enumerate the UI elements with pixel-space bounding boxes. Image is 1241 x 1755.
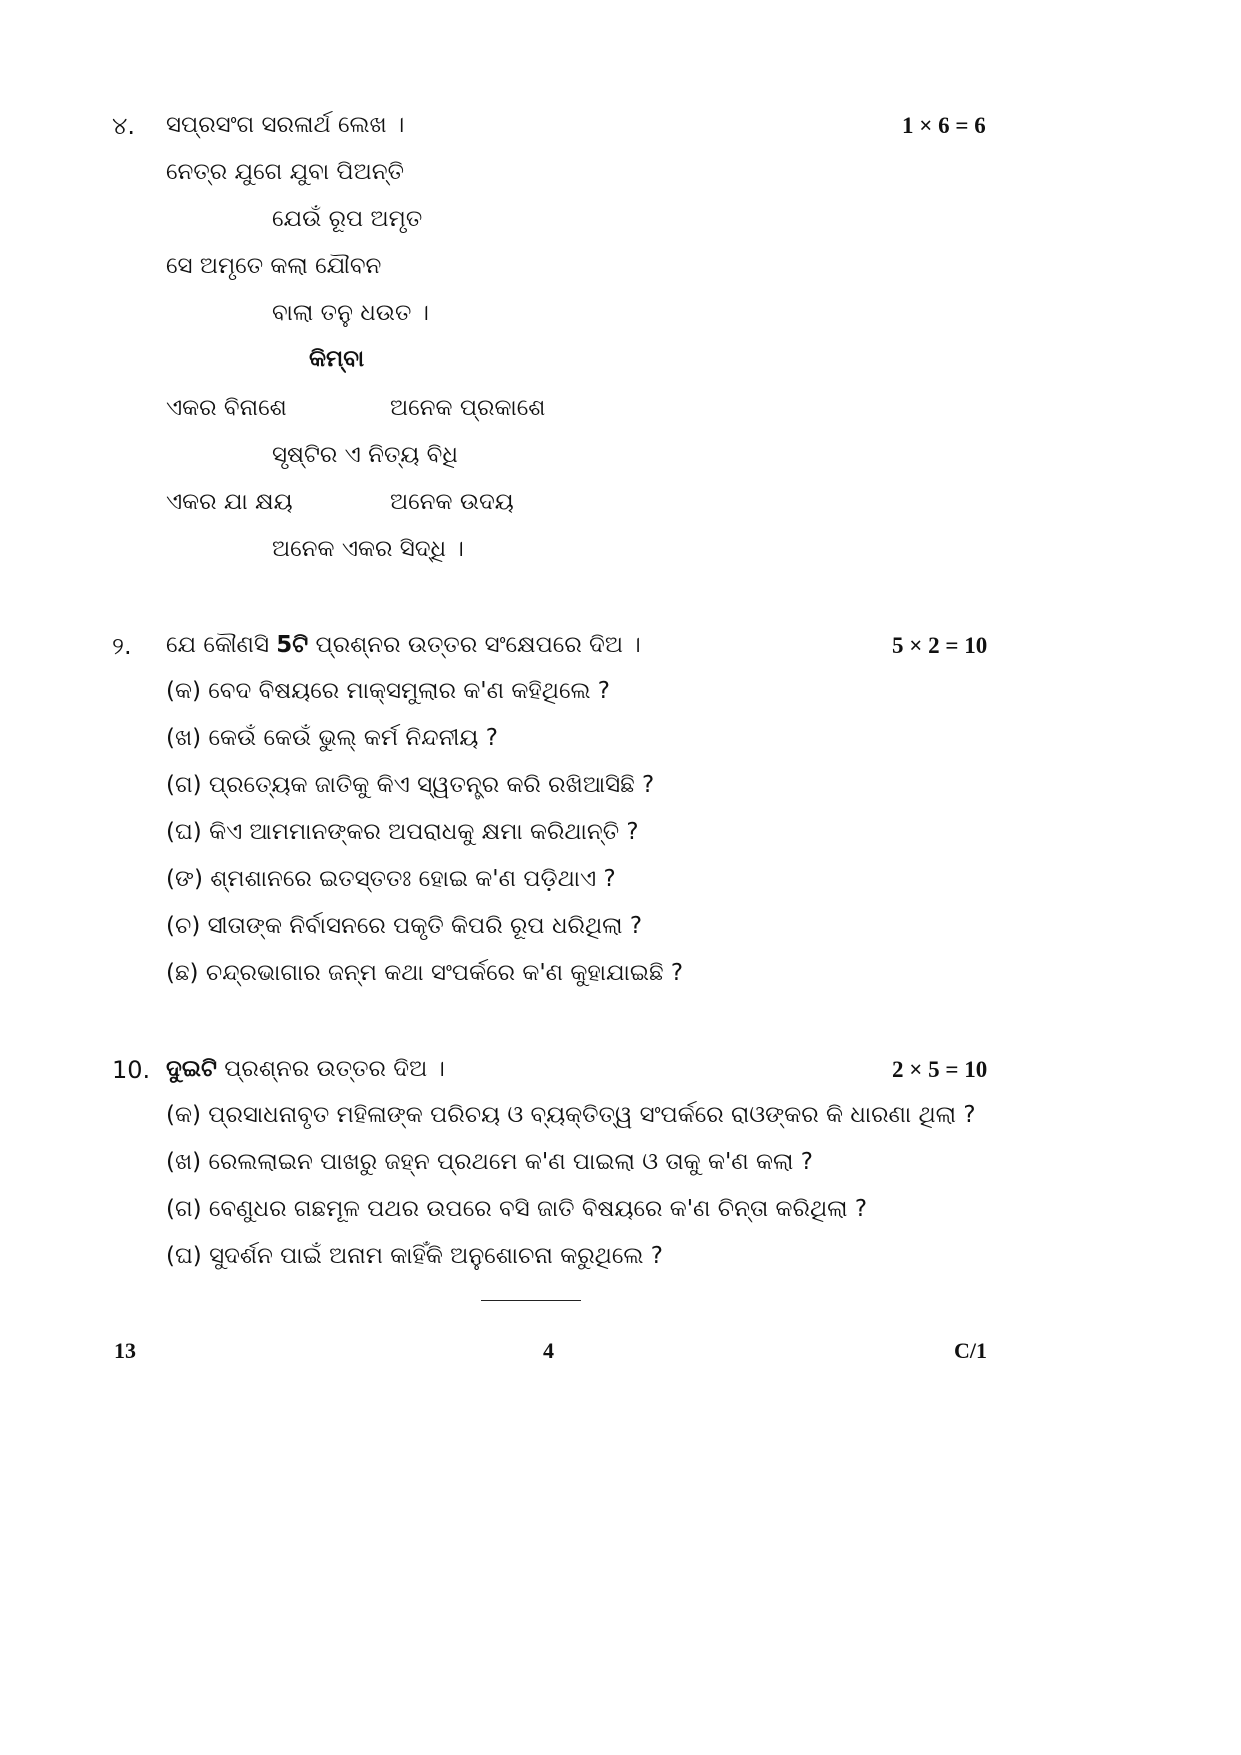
q8-poem2-line3b: ଅନେକ ଉଦୟ [390, 489, 514, 515]
q10-title-post: ପ୍ରଶ୍ନର ଉତ୍ତର ଦିଅ । [216, 1056, 445, 1082]
q9-item-kha: (ଖ) କେଉଁ କେଉଁ ଭୁଲ୍ କର୍ମ ନିନ୍ଦନୀୟ ? [166, 725, 498, 751]
q8-poem2-line1b: ଅନେକ ପ୍ରକାଶେ [390, 395, 546, 421]
q9-title [166, 632, 641, 658]
end-rule [481, 1300, 581, 1301]
q10-item-gha: (ଘ) ସୁଦର୍ଶନ ପାଇଁ ଅନାମ କାହିଁକି ଅନୁଶୋଚନା କରୁଥିଲେ ? [166, 1243, 663, 1269]
q9-title-pre: ଯେ କୌଣସି [166, 632, 277, 658]
footer-set: C/1 [954, 1338, 987, 1363]
q8-poem2-line2: ସୃଷ୍ଟିର ଏ ନିତ୍ୟ ବିଧି [272, 442, 458, 468]
q8-poem2-line1a: ଏକର ବିନାଶେ [166, 395, 287, 421]
q8-poem2-line4: ଅନେକ ଏକର ସିଦ୍ଧି । [272, 536, 464, 562]
q9-item-gha: (ଘ) କିଏ ଆମମାନଙ୍କର ଅପରାଧକୁ କ୍ଷମା କରିଥାନ୍ତି ? [166, 819, 639, 845]
q10-title-bold: ଦୁଇଟି [166, 1056, 217, 1082]
q10-number: 10. [112, 1056, 151, 1084]
q10-title [166, 1056, 445, 1082]
q9-item-chha: (ଛ) ଚନ୍ଦ୍ରଭାଗାର ଜନ୍ମ କଥା ସଂପର୍କରେ କ'ଣ କୁହାଯାଇଛି ? [166, 960, 684, 986]
q9-marks: 5 × 2 = 10 [892, 633, 988, 658]
q9-item-nga: (ଙ) ଶ୍ମଶାନରେ ଇତସ୍ତତଃ ହୋଇ କ'ଣ ପଡ଼ିଥାଏ ? [166, 866, 616, 892]
q8-title: ସପ୍ରସଂଗ ସରଳାର୍ଥ ଲେଖ । [166, 112, 405, 138]
q8-marks: 1 × 6 = 6 [902, 113, 986, 138]
q8-or-label: କିମ୍ବା [309, 346, 365, 372]
q9-item-cha: (ଚ) ସୀତାଙ୍କ ନିର୍ବାସନରେ ପକୃତି କିପରି ରୂପ ଧରିଥିଲା ? [166, 913, 643, 939]
q8-poem1-line1: ନେତ୍ର ଯୁଗେ ଯୁବା ପିଅନ୍ତି [166, 159, 405, 185]
q8-number: ୪. [112, 112, 136, 140]
q9-number: ୨. [112, 632, 132, 660]
q10-item-kha: (ଖ) ରେଲଲାଇନ ପାଖରୁ ଜହ୍ନ ପ୍ରଥମେ କ'ଣ ପାଇଲା ଓ ତାକୁ କ'ଣ କଲା ? [166, 1149, 813, 1175]
q8-poem1-line3: ସେ ଅମୃତେ କଲା ଯୌବନ [166, 253, 382, 279]
q10-marks: 2 × 5 = 10 [892, 1057, 988, 1082]
q9-item-ka: (କ) ବେଦ ବିଷୟରେ ମାକ୍ସମୁଲାର କ'ଣ କହିଥିଲେ ? [166, 678, 610, 704]
q8-poem2-line3a: ଏକର ଯା କ୍ଷୟ [166, 489, 293, 515]
footer-page-number: 4 [543, 1338, 554, 1363]
q9-item-ga: (ଗ) ପ୍ରତ୍ୟେକ ଜାତିକୁ କିଏ ସ୍ୱତନ୍ତ୍ର କରି ରଖିଆସିଛି ? [166, 772, 655, 798]
q8-poem1-line4: ବାଲା ତନୁ ଧଉତ । [272, 300, 430, 326]
q9-title-post: ପ୍ରଶ୍ନର ଉତ୍ତର ସଂକ୍ଷେପରେ ଦିଅ । [308, 632, 641, 658]
q9-title-bold: 5ଟି [276, 632, 309, 658]
q10-item-ka: (କ) ପ୍ରସାଧନାବୃତ ମହିଳାଙ୍କ ପରିଚୟ ଓ ବ୍ୟକ୍ତିତ୍ୱ ସଂପର୍କରେ ରାଓଙ୍କର କି ଧାରଣା ଥିଲା ? [166, 1102, 976, 1128]
q8-poem1-line2: ଯେଉଁ ରୂପ ଅମୃତ [272, 206, 423, 232]
q10-item-ga: (ଗ) ବେଣୁଧର ଗଛମୂଳ ପଥର ଉପରେ ବସି ଜାତି ବିଷୟରେ କ'ଣ ଚିନ୍ତା କରିଥିଲା ? [166, 1196, 868, 1222]
footer-code: 13 [114, 1338, 136, 1363]
